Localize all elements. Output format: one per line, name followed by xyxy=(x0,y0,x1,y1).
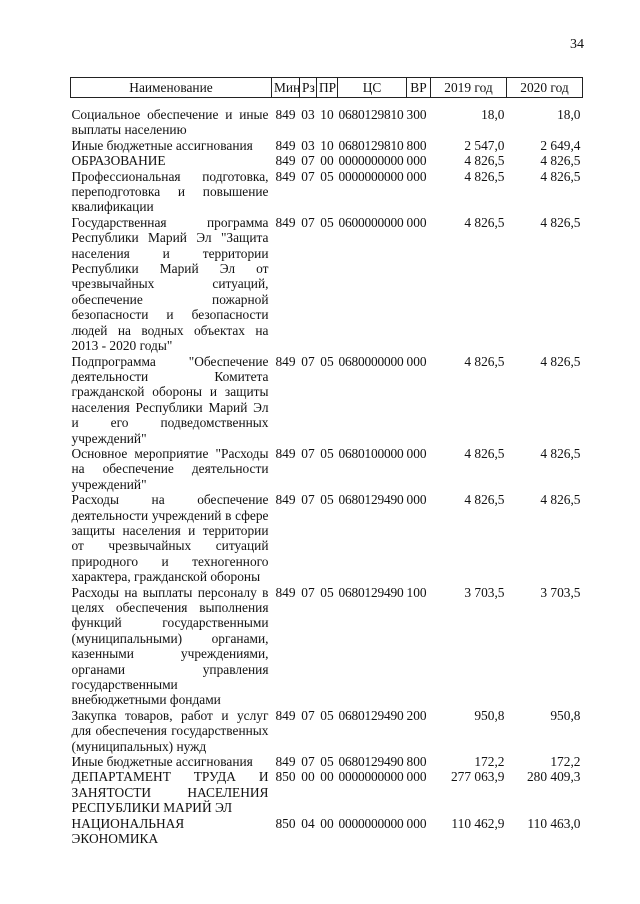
row-2020: 4 826,5 xyxy=(540,168,581,184)
row-vr: 000 xyxy=(406,769,427,785)
row-2019: 4 826,5 xyxy=(464,153,505,169)
row-cs: 0680129490 xyxy=(338,754,404,770)
row-name: Расходы на обеспечение деятельности учреждений в сфере защиты населения и территории от чрезвычайных ситуаций природного и техногенного характера, гражданской обороны xyxy=(71,492,269,585)
row-2019: 110 462,9 xyxy=(451,815,505,831)
table-row xyxy=(71,138,583,153)
row-pr: 10 xyxy=(320,137,334,153)
row-min: 849 xyxy=(275,584,296,600)
header-2019: 2019 год xyxy=(431,78,507,98)
table-row xyxy=(71,754,583,769)
row-2019: 4 826,5 xyxy=(464,214,505,230)
row-cs: 0680100000 xyxy=(338,445,404,461)
budget-table xyxy=(70,77,583,847)
row-rz: 07 xyxy=(301,353,315,369)
row-vr: 200 xyxy=(406,707,427,723)
table-row xyxy=(71,816,583,847)
row-pr: 05 xyxy=(320,214,334,230)
row-rz: 00 xyxy=(301,769,315,785)
row-2020: 280 409,3 xyxy=(526,769,581,785)
header-min: Мин xyxy=(272,78,300,98)
row-name: Социальное обеспечение и иные выплаты населению xyxy=(71,107,269,138)
row-min: 849 xyxy=(275,214,296,230)
row-name: Расходы на выплаты персоналу в целях обеспечения выполнения функций государственными (муниципальными) органами, казенными учреждениями, органами управления государственными внебюджетными фондами xyxy=(71,584,269,708)
table-row xyxy=(71,153,583,168)
row-min: 850 xyxy=(275,815,296,831)
row-pr: 05 xyxy=(320,353,334,369)
table-row xyxy=(71,769,583,815)
header-2020: 2020 год xyxy=(507,78,583,98)
header-pr: ПР xyxy=(317,78,338,98)
row-2019: 4 826,5 xyxy=(464,353,505,369)
row-pr: 05 xyxy=(320,754,334,770)
row-vr: 800 xyxy=(406,137,427,153)
row-name: Государственная программа Республики Марий Эл "Защита населения и территории Республики Марий Эл от чрезвычайных ситуаций, обеспечение пожарной безопасности и безопасности людей на водных объектах на 2013 - 2020 годы" xyxy=(71,214,269,354)
row-cs: 0000000000 xyxy=(338,168,404,184)
table-row xyxy=(71,708,583,754)
row-rz: 07 xyxy=(301,492,315,508)
row-pr: 00 xyxy=(320,815,334,831)
row-2020: 172,2 xyxy=(550,754,581,770)
row-rz: 07 xyxy=(301,168,315,184)
row-2019: 18,0 xyxy=(481,107,505,122)
row-rz: 04 xyxy=(301,815,315,831)
row-2020: 3 703,5 xyxy=(540,584,581,600)
header-vr: ВР xyxy=(407,78,431,98)
table-row xyxy=(71,585,583,708)
row-rz: 07 xyxy=(301,214,315,230)
row-2019: 3 703,5 xyxy=(464,584,505,600)
row-rz: 03 xyxy=(301,137,315,153)
row-name: НАЦИОНАЛЬНАЯ ЭКОНОМИКА xyxy=(71,815,185,847)
row-rz: 03 xyxy=(301,107,315,122)
row-cs: 0680129490 xyxy=(338,492,404,508)
row-cs: 0680129810 xyxy=(338,137,404,153)
row-pr: 05 xyxy=(320,707,334,723)
row-2019: 4 826,5 xyxy=(464,492,505,508)
row-rz: 07 xyxy=(301,584,315,600)
row-pr: 00 xyxy=(320,153,334,169)
row-2020: 18,0 xyxy=(557,107,581,122)
row-name: Закупка товаров, работ и услуг для обеспечения государственных (муниципальных) нужд xyxy=(71,707,269,754)
row-vr: 000 xyxy=(406,214,427,230)
row-vr: 300 xyxy=(406,107,427,122)
row-vr: 000 xyxy=(406,353,427,369)
row-pr: 00 xyxy=(320,769,334,785)
row-vr: 100 xyxy=(406,584,427,600)
row-2020: 950,8 xyxy=(550,707,581,723)
table-header-row xyxy=(71,78,583,98)
row-2020: 110 463,0 xyxy=(527,815,581,831)
row-2019: 172,2 xyxy=(474,754,505,770)
row-rz: 07 xyxy=(301,754,315,770)
header-cs: ЦС xyxy=(338,78,407,98)
row-min: 849 xyxy=(275,137,296,153)
row-vr: 000 xyxy=(406,445,427,461)
row-pr: 05 xyxy=(320,445,334,461)
row-vr: 800 xyxy=(406,754,427,770)
header-name: Наименование xyxy=(71,78,272,98)
row-rz: 07 xyxy=(301,153,315,169)
row-min: 849 xyxy=(275,492,296,508)
row-vr: 000 xyxy=(406,815,427,831)
row-rz: 07 xyxy=(301,707,315,723)
row-cs: 0000000000 xyxy=(338,815,404,831)
row-2019: 277 063,9 xyxy=(450,769,505,785)
table-row xyxy=(71,446,583,492)
row-2020: 2 649,4 xyxy=(540,137,581,153)
row-name: Иные бюджетные ассигнования xyxy=(71,137,253,153)
row-name: Профессиональная подготовка, переподготовка и повышение квалификации xyxy=(71,168,269,215)
row-min: 849 xyxy=(275,168,296,184)
row-cs: 0680129490 xyxy=(338,707,404,723)
row-vr: 000 xyxy=(406,492,427,508)
row-2019: 4 826,5 xyxy=(464,445,505,461)
row-name: Иные бюджетные ассигнования xyxy=(71,754,253,770)
header-rz: Рз xyxy=(300,78,317,98)
row-rz: 07 xyxy=(301,445,315,461)
row-cs: 0000000000 xyxy=(338,769,404,785)
row-cs: 0000000000 xyxy=(338,153,404,169)
row-vr: 000 xyxy=(406,153,427,169)
row-pr: 10 xyxy=(320,107,334,122)
row-min: 850 xyxy=(275,769,296,785)
table-row xyxy=(71,354,583,446)
row-min: 849 xyxy=(275,754,296,770)
row-pr: 05 xyxy=(320,584,334,600)
row-cs: 0680000000 xyxy=(338,353,404,369)
table-row xyxy=(71,169,583,215)
row-2020: 4 826,5 xyxy=(540,492,581,508)
row-min: 849 xyxy=(275,353,296,369)
page-number: 34 xyxy=(570,37,584,52)
row-name: Основное мероприятие "Расходы на обеспечение деятельности учреждений" xyxy=(71,445,269,492)
row-name: ДЕПАРТАМЕНТ ТРУДА И ЗАНЯТОСТИ НАСЕЛЕНИЯ РЕСПУБЛИКИ МАРИЙ ЭЛ xyxy=(71,769,269,816)
row-2019: 4 826,5 xyxy=(464,168,505,184)
row-2020: 4 826,5 xyxy=(540,353,581,369)
row-2020: 4 826,5 xyxy=(540,214,581,230)
table-row xyxy=(71,98,583,138)
row-min: 849 xyxy=(275,107,296,122)
row-cs: 0680129810 xyxy=(338,107,404,122)
row-2020: 4 826,5 xyxy=(540,153,581,169)
row-2020: 4 826,5 xyxy=(540,445,581,461)
row-2019: 2 547,0 xyxy=(464,137,505,153)
row-pr: 05 xyxy=(320,168,334,184)
row-name: Подпрограмма "Обеспечение деятельности Комитета гражданской обороны и защиты населения Республики Марий Эл и его подведомственных учреждений" xyxy=(71,353,269,446)
row-pr: 05 xyxy=(320,492,334,508)
row-cs: 0600000000 xyxy=(338,214,404,230)
row-min: 849 xyxy=(275,445,296,461)
row-vr: 000 xyxy=(406,168,427,184)
row-min: 849 xyxy=(275,707,296,723)
row-name: ОБРАЗОВАНИЕ xyxy=(71,153,166,169)
table-row xyxy=(71,215,583,354)
row-min: 849 xyxy=(275,153,296,169)
row-2019: 950,8 xyxy=(474,707,505,723)
table-row xyxy=(71,492,583,584)
row-cs: 0680129490 xyxy=(338,584,404,600)
